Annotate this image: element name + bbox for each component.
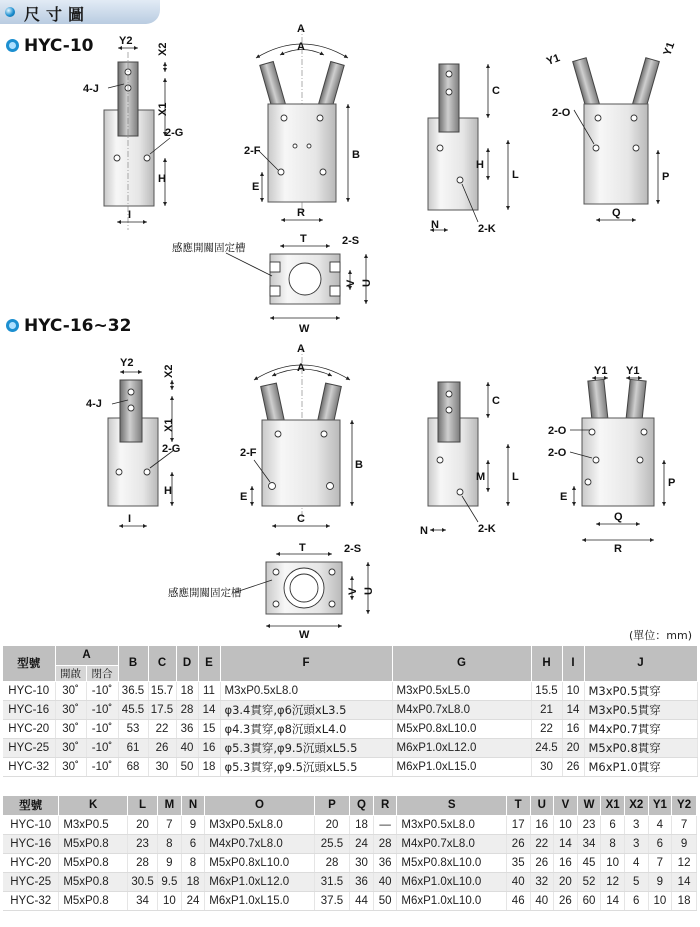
- col-header: M: [158, 796, 182, 815]
- table-row: [3, 757, 697, 776]
- table-cell: M3xP0.5xL5.0: [392, 681, 531, 700]
- table-cell: M6xP1.0xL15.0: [392, 757, 531, 776]
- table-cell: 14: [672, 872, 697, 891]
- label-2s: 2-S: [344, 543, 362, 555]
- table-cell: 18: [176, 681, 198, 700]
- table-cell: 6: [601, 815, 625, 834]
- label-y1b: Y1: [661, 40, 678, 58]
- table-cell: 40: [373, 872, 397, 891]
- table-cell: 16: [554, 853, 578, 872]
- table-cell: 45.5: [118, 700, 148, 719]
- table-cell: 8: [601, 834, 625, 853]
- table-cell: M6xP1.0xL10.0: [397, 872, 506, 891]
- col-header: Q: [350, 796, 374, 815]
- label-2k: 2-K: [478, 223, 496, 235]
- table-cell: 36: [176, 719, 198, 738]
- table-cell: 45: [577, 853, 601, 872]
- table-cell: M5xP0.8xL10.0: [205, 853, 314, 872]
- table-cell: 44: [350, 891, 374, 910]
- table-cell: 30: [350, 853, 374, 872]
- label-2s: 2-S: [342, 235, 360, 247]
- table-cell: 16: [530, 815, 554, 834]
- table-cell: 24.5: [531, 738, 562, 757]
- label-e-side: E: [560, 491, 568, 503]
- table-cell: M4xP0.7xL8.0: [392, 700, 531, 719]
- table-cell: 36.5: [118, 681, 148, 700]
- col-f: F: [220, 646, 392, 681]
- table-cell: 14: [554, 834, 578, 853]
- table-cell: 9: [648, 872, 672, 891]
- label-a-inner: A: [297, 362, 305, 374]
- table-cell: φ5.3貫穿,φ9.5沉頭xL5.5: [220, 757, 392, 776]
- label-l: L: [512, 471, 519, 483]
- label-i: I: [128, 513, 132, 525]
- hyc10-back-body: [584, 104, 648, 204]
- hyc10-front-body: [268, 104, 336, 202]
- col-header: X1: [601, 796, 625, 815]
- table-row: [3, 872, 697, 891]
- table-cell: 6: [181, 834, 205, 853]
- label-y2: Y2: [120, 357, 134, 369]
- table-cell: 22: [148, 719, 176, 738]
- unit-note: (單位：mm): [628, 629, 692, 642]
- table-cell: -10˚: [86, 700, 118, 719]
- label-m: M: [476, 471, 486, 483]
- label-sensor-slot: 感應開關固定槽: [172, 242, 246, 254]
- table-cell: 18: [198, 757, 220, 776]
- table-row: [3, 700, 697, 719]
- label-r: R: [297, 207, 305, 219]
- table-cell: 31.5: [314, 872, 349, 891]
- table-cell: 9: [158, 853, 182, 872]
- table-cell: 24: [181, 891, 205, 910]
- table-cell: 50: [373, 891, 397, 910]
- hyc10-back-jaw-right: [632, 58, 660, 112]
- label-v: V: [347, 587, 359, 595]
- table-row: [3, 891, 697, 910]
- table-cell: 34: [577, 834, 601, 853]
- table-row: [3, 719, 697, 738]
- label-4j: 4-J: [83, 83, 99, 95]
- table-cell: 18: [350, 815, 374, 834]
- label-2f: 2-F: [240, 447, 257, 459]
- table-cell: 12: [672, 853, 697, 872]
- label-2g: 2-G: [165, 127, 184, 139]
- label-b: B: [352, 149, 360, 161]
- table-cell: 28: [314, 853, 349, 872]
- table-cell: M6xP1.0xL12.0: [392, 738, 531, 757]
- hyc10-front-jaw-left: [260, 62, 286, 110]
- label-sensor-slot: 感應開關固定槽: [168, 587, 242, 599]
- table-cell: 14: [562, 700, 584, 719]
- table-cell: 32: [530, 872, 554, 891]
- table-cell: 16: [562, 719, 584, 738]
- label-2o-bottom: 2-O: [548, 447, 567, 459]
- label-a-outer: A: [297, 23, 305, 35]
- label-h2: H: [476, 159, 484, 171]
- table-cell: 11: [198, 681, 220, 700]
- label-x2: X2: [163, 364, 175, 378]
- table-cell: 10: [562, 681, 584, 700]
- hyc16-back-view: [548, 365, 675, 555]
- col-d: D: [176, 646, 198, 681]
- col-header: Y2: [672, 796, 697, 815]
- col-header: 型號: [3, 796, 59, 815]
- hyc10-back-view: [545, 41, 677, 220]
- label-4j: 4-J: [86, 398, 102, 410]
- table-cell: 28: [176, 700, 198, 719]
- table-cell: 6: [624, 891, 648, 910]
- label-h: H: [164, 485, 172, 497]
- table-cell: 34: [128, 891, 158, 910]
- label-2o: 2-O: [552, 107, 571, 119]
- table-cell: 10: [601, 853, 625, 872]
- table-cell: 28: [128, 853, 158, 872]
- col-e: E: [198, 646, 220, 681]
- label-h: H: [158, 173, 166, 185]
- hyc10-back-jaw-left: [573, 58, 601, 112]
- table-cell: 7: [672, 815, 697, 834]
- table-cell: HYC-32: [3, 891, 59, 910]
- table-cell: M6xP1.0xL10.0: [397, 891, 506, 910]
- table-cell: M5xP0.8貫穿: [584, 738, 697, 757]
- label-u: U: [363, 587, 375, 595]
- col-j: J: [584, 646, 697, 681]
- label-2f: 2-F: [244, 145, 261, 157]
- table-cell: 9.5: [158, 872, 182, 891]
- table-cell: 20: [554, 872, 578, 891]
- table-cell: 50: [176, 757, 198, 776]
- table-cell: 23: [128, 834, 158, 853]
- table-cell: —: [373, 815, 397, 834]
- table-cell: 14: [198, 700, 220, 719]
- table-cell: 30.5: [128, 872, 158, 891]
- label-y1b: Y1: [626, 365, 640, 377]
- table-cell: 30: [531, 757, 562, 776]
- table-cell: 53: [118, 719, 148, 738]
- table-cell: -10˚: [86, 681, 118, 700]
- label-2o-top: 2-O: [548, 425, 567, 437]
- col-header: P: [314, 796, 349, 815]
- col-model: 型號: [3, 646, 55, 681]
- table-cell: 23: [577, 815, 601, 834]
- model-label-hyc10: HYC-10: [6, 36, 94, 56]
- hyc16-back-jaw-right: [626, 379, 646, 420]
- table-cell: 36: [350, 872, 374, 891]
- hyc10-front-view: [244, 23, 360, 220]
- col-header: T: [506, 796, 530, 815]
- table-cell: M4xP0.7xL8.0: [205, 834, 314, 853]
- table-cell: 60: [577, 891, 601, 910]
- col-header: V: [554, 796, 578, 815]
- table-cell: 9: [181, 815, 205, 834]
- table-cell: 26: [506, 834, 530, 853]
- label-t: T: [299, 542, 306, 554]
- model-label-hyc16-32: HYC-16~32: [6, 316, 131, 336]
- table-cell: M5xP0.8: [59, 872, 128, 891]
- label-2k: 2-K: [478, 523, 496, 535]
- col-g: G: [392, 646, 531, 681]
- hyc10-front-jaw-right: [318, 62, 344, 110]
- label-c: C: [492, 395, 500, 407]
- table-cell: 37.5: [314, 891, 349, 910]
- table-cell: 40: [530, 891, 554, 910]
- table-cell: 28: [373, 834, 397, 853]
- table-cell: 6: [648, 834, 672, 853]
- table-cell: 30˚: [55, 757, 86, 776]
- table-cell: M5xP0.8xL10.0: [397, 853, 506, 872]
- table-cell: M3xP0.5xL8.0: [205, 815, 314, 834]
- col-header: S: [397, 796, 506, 815]
- table-cell: 24: [350, 834, 374, 853]
- table-cell: 18: [181, 872, 205, 891]
- label-c-front: C: [297, 513, 305, 525]
- table-cell: 9: [672, 834, 697, 853]
- table-cell: M5xP0.8: [59, 834, 128, 853]
- table-cell: 12: [601, 872, 625, 891]
- table-cell: 25.5: [314, 834, 349, 853]
- table-cell: M3xP0.5xL8.0: [220, 681, 392, 700]
- table-cell: φ3.4貫穿,φ6沉頭xL3.5: [220, 700, 392, 719]
- col-a-open: 開啟: [55, 665, 86, 681]
- table-cell: M5xP0.8: [59, 853, 128, 872]
- table-cell: HYC-20: [3, 853, 59, 872]
- table-cell: 3: [624, 834, 648, 853]
- label-r: R: [614, 543, 622, 555]
- table-cell: -10˚: [86, 738, 118, 757]
- table-cell: HYC-32: [3, 757, 55, 776]
- col-header: U: [530, 796, 554, 815]
- table-cell: 15: [198, 719, 220, 738]
- table-cell: 20: [128, 815, 158, 834]
- col-header: Y1: [648, 796, 672, 815]
- table-cell: 61: [118, 738, 148, 757]
- table-cell: 7: [648, 853, 672, 872]
- table-cell: M3xP0.5貫穿: [584, 681, 697, 700]
- col-b: B: [118, 646, 148, 681]
- table-cell: 30˚: [55, 738, 86, 757]
- table-cell: 26: [562, 757, 584, 776]
- table-cell: 26: [530, 853, 554, 872]
- hyc16-side-view-2: [420, 382, 519, 537]
- table-cell: M3xP0.5: [59, 815, 128, 834]
- table-cell: 4: [648, 815, 672, 834]
- label-x1: X1: [157, 102, 169, 116]
- table-cell: 30˚: [55, 700, 86, 719]
- col-h: H: [531, 646, 562, 681]
- table-cell: 17.5: [148, 700, 176, 719]
- hyc10-side-view: [83, 35, 183, 230]
- table-cell: 4: [624, 853, 648, 872]
- col-i: I: [562, 646, 584, 681]
- label-p: P: [668, 477, 676, 489]
- table-cell: 21: [531, 700, 562, 719]
- label-c: C: [492, 85, 500, 97]
- table-cell: HYC-10: [3, 681, 55, 700]
- table-cell: 10: [554, 815, 578, 834]
- table-cell: HYC-16: [3, 834, 59, 853]
- table-cell: 18: [672, 891, 697, 910]
- hyc16-back-jaw-left: [588, 379, 608, 420]
- label-w: W: [299, 323, 310, 335]
- label-y1a: Y1: [544, 52, 562, 68]
- col-a: A: [55, 646, 118, 665]
- table-cell: φ4.3貫穿,φ8沉頭xL4.0: [220, 719, 392, 738]
- col-header: W: [577, 796, 601, 815]
- table-cell: 22: [531, 719, 562, 738]
- table-cell: 10: [158, 891, 182, 910]
- table-cell: M4xP0.7xL8.0: [397, 834, 506, 853]
- label-t: T: [300, 233, 307, 245]
- label-x1: X1: [163, 418, 175, 432]
- label-y2: Y2: [119, 35, 133, 47]
- table-cell: M6xP1.0貫穿: [584, 757, 697, 776]
- label-x2: X2: [157, 42, 169, 56]
- table-cell: 46: [506, 891, 530, 910]
- table-cell: 16: [198, 738, 220, 757]
- label-2g: 2-G: [162, 443, 181, 455]
- hyc16-front-jaw-right: [317, 383, 341, 425]
- table-cell: 40: [176, 738, 198, 757]
- table-cell: M3xP0.5貫穿: [584, 700, 697, 719]
- table-cell: HYC-20: [3, 719, 55, 738]
- table-cell: -10˚: [86, 757, 118, 776]
- label-p: P: [662, 171, 670, 183]
- table-cell: HYC-25: [3, 738, 55, 757]
- table-cell: M6xP1.0xL12.0: [205, 872, 314, 891]
- table-cell: HYC-10: [3, 815, 59, 834]
- spec-table-2: [3, 796, 697, 911]
- col-header: X2: [624, 796, 648, 815]
- table-cell: 7: [158, 815, 182, 834]
- table-cell: M5xP0.8: [59, 891, 128, 910]
- table-cell: HYC-25: [3, 872, 59, 891]
- label-e: E: [240, 491, 248, 503]
- table-cell: 14: [601, 891, 625, 910]
- label-e: E: [252, 181, 260, 193]
- col-header: N: [181, 796, 205, 815]
- table-row: [3, 738, 697, 757]
- table-cell: 26: [554, 891, 578, 910]
- label-n: N: [420, 525, 428, 537]
- table-cell: -10˚: [86, 719, 118, 738]
- hyc16-bottom-view: [168, 542, 375, 640]
- col-header: O: [205, 796, 314, 815]
- label-a-inner: A: [297, 41, 305, 53]
- table-cell: M3xP0.5xL8.0: [397, 815, 506, 834]
- hyc16-front-body: [262, 420, 340, 506]
- table-cell: 22: [530, 834, 554, 853]
- label-a-outer: A: [297, 343, 305, 355]
- table-cell: φ5.3貫穿,φ9.5沉頭xL5.5: [220, 738, 392, 757]
- table-cell: 30: [148, 757, 176, 776]
- table-cell: 5: [624, 872, 648, 891]
- table-cell: 15.7: [148, 681, 176, 700]
- table-cell: 30˚: [55, 681, 86, 700]
- table-cell: 15.5: [531, 681, 562, 700]
- col-a-close: 閉合: [86, 665, 118, 681]
- table-cell: 30˚: [55, 719, 86, 738]
- table-cell: HYC-16: [3, 700, 55, 719]
- table-cell: 35: [506, 853, 530, 872]
- col-c: C: [148, 646, 176, 681]
- table-cell: 40: [506, 872, 530, 891]
- hyc16-front-view: [240, 343, 363, 526]
- label-w: W: [299, 629, 310, 640]
- table-cell: 8: [181, 853, 205, 872]
- section-title: 尺寸圖: [24, 5, 91, 24]
- table-cell: 52: [577, 872, 601, 891]
- table-row: [3, 834, 697, 853]
- table-cell: 20: [314, 815, 349, 834]
- table-cell: 10: [648, 891, 672, 910]
- hyc10-side-view-2: [428, 64, 519, 235]
- table-cell: M4xP0.7貫穿: [584, 719, 697, 738]
- spec-table-1: [3, 646, 698, 777]
- hyc10-bottom-view: [172, 233, 373, 335]
- table-cell: M6xP1.0xL15.0: [205, 891, 314, 910]
- table-cell: M5xP0.8xL10.0: [392, 719, 531, 738]
- label-b: B: [355, 459, 363, 471]
- label-n: N: [431, 219, 439, 231]
- table-cell: 3: [624, 815, 648, 834]
- table-cell: 8: [158, 834, 182, 853]
- table-cell: 36: [373, 853, 397, 872]
- table-row: [3, 815, 697, 834]
- label-q: Q: [614, 511, 623, 523]
- col-header: K: [59, 796, 128, 815]
- table-cell: 20: [562, 738, 584, 757]
- table-row: [3, 853, 697, 872]
- hyc16-side-view: [86, 357, 180, 526]
- table-cell: 68: [118, 757, 148, 776]
- label-i: I: [128, 209, 132, 221]
- table-cell: 17: [506, 815, 530, 834]
- hyc16-front-jaw-left: [261, 383, 285, 425]
- label-y1a: Y1: [594, 365, 608, 377]
- table-row: [3, 681, 697, 700]
- label-l: L: [512, 169, 519, 181]
- table-cell: 26: [148, 738, 176, 757]
- label-q: Q: [612, 207, 621, 219]
- label-v: V: [345, 279, 357, 287]
- label-u: U: [361, 279, 373, 287]
- col-header: L: [128, 796, 158, 815]
- col-header: R: [373, 796, 397, 815]
